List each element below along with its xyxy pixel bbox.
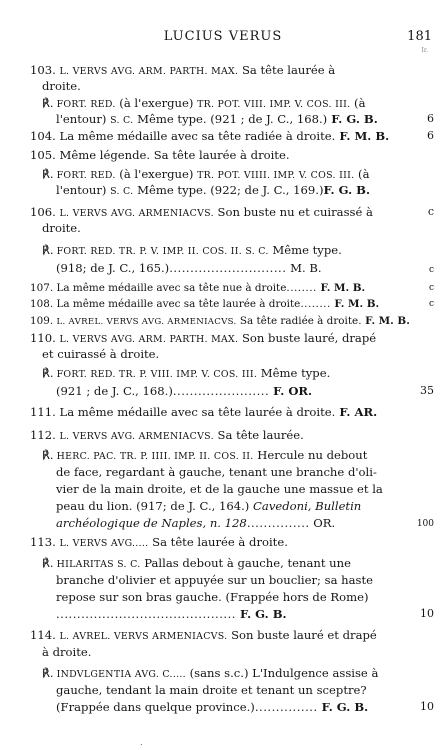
entry-110-line-1: 110. L. VERVS AVG. ARM. PARTH. MAX. Son buste lauré, drapé — [30, 331, 377, 345]
entry-114-reverse-line-1: ℟. INDVLGENTIA AVG. C..... (sans s.c.) L'Indulgence assise à — [42, 666, 379, 680]
reverse-symbol: ℟. — [42, 366, 54, 380]
margin-value: 10 — [420, 700, 434, 713]
entry-114-line-1: 114. L. AVREL. VERVS ARMENIACVS. Son buste lauré et drapé — [30, 628, 377, 642]
entry-113: 113. L. VERVS AVG..... Sa tête laurée à droite. — [30, 535, 288, 549]
margin-value: c — [428, 299, 434, 309]
entry-113-reverse-line-1: ℟. HILARITAS S. C. Pallas debout à gauche, tenant une — [42, 556, 351, 570]
entry-112-reverse-line-2: de face, regardant à gauche, tenant une branche d'oli- — [56, 465, 377, 479]
margin-value: 6 — [427, 112, 434, 125]
entry-112-reverse-line-5: archéologique de Naples, n. 128............... OR. — [56, 516, 336, 530]
entry-105: 105. Même légende. Sa tête laurée à droite. — [30, 148, 290, 162]
entry-103-reverse-line-1: ℟. FORT. RED. (à l'exergue) TR. POT. VIII. IMP. V. COS. III. (à — [42, 96, 366, 110]
margin-value: c — [428, 265, 434, 275]
entry-113-reverse-line-2: branche d'olivier et appuyée sur un bouclier; sa haste — [56, 573, 374, 587]
running-title: LUCIUS VERUS — [163, 29, 283, 44]
entry-106-reverse-line-1: ℟. FORT. RED. TR. P. V. IMP. II. COS. II. S. C. Même type. — [42, 243, 342, 257]
entry-103-reverse-line-2: l'entour) S. C. Même type. (921 ; de J. C., 168.) F. G. B. — [56, 112, 378, 126]
margin-value: 6 — [427, 129, 434, 142]
corner-mark: Ir. — [421, 47, 428, 54]
entry-109: 109. L. AVREL. VERVS AVG. ARMENIACVS. Sa tête radiée à droite. F. M. B. — [30, 315, 410, 327]
entry-106-line-2: droite. — [42, 221, 81, 235]
page-header — [0, 29, 446, 54]
entry-110-line-2: et cuirassé à droite. — [42, 347, 160, 361]
entry-112-reverse-line-1: ℟. HERC. PAC. TR. P. IIII. IMP. II. COS. II. Hercule nu debout — [42, 448, 368, 462]
entry-103-line-1: 103. L. VERVS AVG. ARM. PARTH. MAX. Sa tête laurée à — [30, 63, 336, 77]
entry-104: 104. La même médaille avec sa tête radiée à droite. F. M. B. — [30, 129, 390, 143]
entry-112-reverse-line-4: peau du lion. (917; de J. C., 164.) Cavedoni, Bulletin — [56, 499, 362, 513]
entry-114-reverse-line-2: gauche, tendant la main droite et tenant un sceptre? — [56, 683, 367, 697]
entry-111: 111. La même médaille avec sa tête laurée à droite. F. AR. — [30, 405, 378, 419]
stray-mark: . — [140, 738, 143, 747]
entry-112: 112. L. VERVS AVG. ARMENIACVS. Sa tête laurée. — [30, 428, 304, 442]
entry-113-reverse-line-3: repose sur son bras gauche. (Frappée hors de Rome) — [56, 590, 369, 604]
entry-103-line-2: droite. — [42, 79, 81, 93]
margin-value: 100 — [416, 519, 434, 529]
reverse-symbol: ℟. — [42, 448, 54, 462]
entry-112-reverse-line-3: vier de la main droite, et de la gauche une massue et la — [56, 482, 383, 496]
margin-value: c — [428, 283, 434, 293]
entry-106-line-1: 106. L. VERVS AVG. ARMENIACVS. Son buste nu et cuirassé à — [30, 205, 373, 219]
entry-110-reverse-line-2: (921 ; de J. C., 168.)....................... F. OR. — [56, 384, 313, 398]
reverse-symbol: ℟. — [42, 243, 54, 257]
entry-107: 107. La même médaille avec sa tête nue à droite........ F. M. B. — [30, 282, 366, 294]
margin-value: 10 — [420, 607, 434, 620]
entry-105-reverse-line-2: l'entour) S. C. Même type. (922; de J. C., 169.)F. G. B. — [56, 183, 371, 197]
reverse-symbol: ℟. — [42, 556, 54, 570]
entry-105-reverse-line-1: ℟. FORT. RED. (à l'exergue) TR. POT. VIIII. IMP. V. COS. III. (à — [42, 167, 370, 181]
entry-108: 108. La même médaille avec sa tête laurée à droite........ F. M. B. — [30, 298, 380, 310]
entry-114-reverse-line-3: (Frappée dans quelque province.)............... F. G. B. — [56, 700, 369, 714]
entry-114-line-2: à droite. — [42, 645, 92, 659]
entry-113-reverse-line-4: ........................................... F. G. B. — [56, 607, 287, 621]
reverse-symbol: ℟. — [42, 167, 54, 181]
margin-value: 35 — [420, 384, 434, 397]
reverse-symbol: ℟. — [42, 666, 54, 680]
reverse-symbol: ℟. — [42, 96, 54, 110]
entry-106-reverse-line-2: (918; de J. C., 165.)............................ M. B. — [56, 261, 322, 275]
entry-110-reverse-line-1: ℟. FORT. RED. TR. P. VIII. IMP. V. COS. III. Même type. — [42, 366, 331, 380]
page-number: 181 — [407, 29, 432, 44]
margin-value: c — [427, 205, 434, 218]
